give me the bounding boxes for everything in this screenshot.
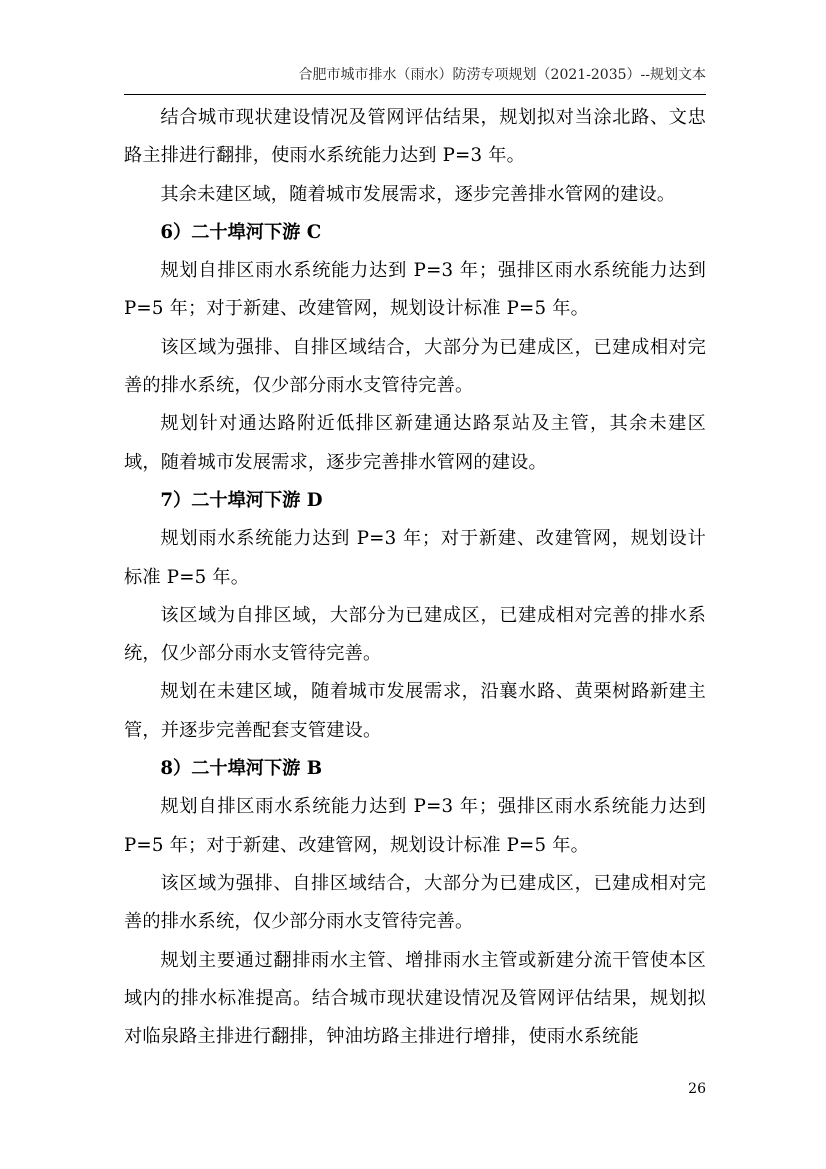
paragraph: 结合城市现状建设情况及管网评估结果，规划拟对当涂北路、文忠路主排进行翻排，使雨水系统能力达到 P=3 年。 — [124, 107, 706, 167]
section-heading: 7）二十埠河下游 D — [160, 489, 323, 511]
paragraph: 规划雨水系统能力达到 P=3 年；对于新建、改建管网，规划设计标准 P=5 年。 — [124, 528, 706, 588]
body-text — [124, 99, 706, 1056]
header-rule — [124, 94, 706, 95]
paragraph: 规划在未建区域，随着城市发展需求，沿襄水路、黄栗树路新建主管，并逐步完善配套支管建设。 — [124, 681, 706, 741]
paragraph: 规划主要通过翻排雨水主管、增排雨水主管或新建分流干管使本区域内的排水标准提高。结合城市现状建设情况及管网评估结果，规划拟对临泉路主排进行翻排，钟油坊路主排进行增排，使雨水系统能 — [124, 949, 706, 1048]
paragraph: 规划自排区雨水系统能力达到 P=3 年；强排区雨水系统能力达到 P=5 年；对于新建、改建管网，规划设计标准 P=5 年。 — [124, 796, 706, 856]
paragraph: 该区域为强排、自排区域结合，大部分为已建成区，已建成相对完善的排水系统，仅少部分雨水支管待完善。 — [124, 336, 706, 397]
paragraph: 其余未建区域，随着城市发展需求，逐步完善排水管网的建设。 — [160, 183, 676, 205]
paragraph: 规划针对通达路附近低排区新建通达路泵站及主管，其余未建区域，随着城市发展需求，逐步完善排水管网的建设。 — [124, 413, 706, 473]
paragraph: 规划自排区雨水系统能力达到 P=3 年；强排区雨水系统能力达到 P=5 年；对于新建、改建管网，规划设计标准 P=5 年。 — [124, 260, 706, 320]
running-header: 合肥市城市排水（雨水）防涝专项规划（2021-2035）--规划文本 — [298, 67, 706, 83]
paragraph: 该区域为自排区域，大部分为已建成区，已建成相对完善的排水系统，仅少部分雨水支管待完善。 — [124, 604, 706, 665]
section-heading: 8）二十埠河下游 B — [160, 758, 323, 780]
paragraph: 该区域为强排、自排区域结合，大部分为已建成区，已建成相对完善的排水系统，仅少部分雨水支管待完善。 — [124, 872, 706, 933]
section-heading: 6）二十埠河下游 C — [160, 221, 322, 243]
page-number: 26 — [688, 1081, 706, 1097]
